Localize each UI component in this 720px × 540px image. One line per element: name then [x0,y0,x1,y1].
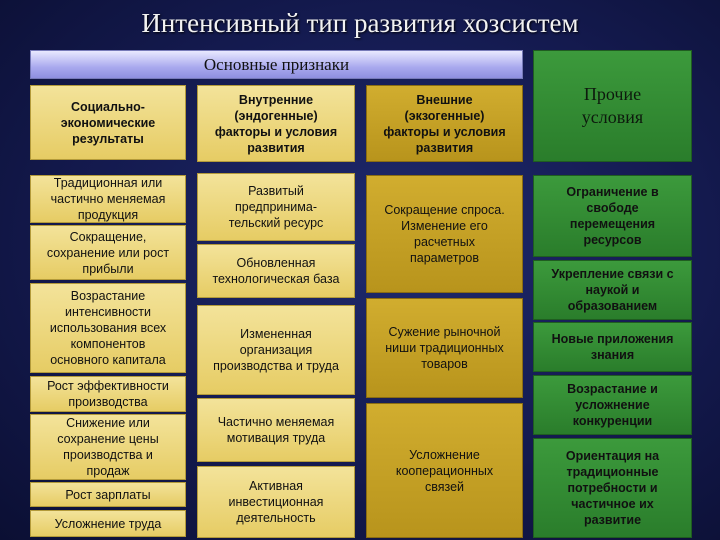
slide-title: Интенсивный тип развития хозсистем [141,8,579,38]
external-factor-text: Усложнение кооперационных связей [395,447,494,494]
results-cell [30,225,186,280]
external-factor-text: Сокращение спроса. Изменение его расчетных параметров [384,203,505,265]
other-condition-cell [533,322,692,372]
results-cell [30,376,186,412]
internal-factor-cell [197,173,355,241]
results-cell [30,510,186,537]
internal-factor-cell [197,305,355,395]
column-header-internal [197,85,355,162]
internal-factor-text: Обновленная технологическая база [212,256,340,286]
other-condition-cell [533,438,692,538]
column-header-other-label: Прочие условия [581,83,644,127]
main-features-header: Основные признаки [30,50,523,79]
results-cell [30,175,186,223]
internal-factor-text: Развитый предпринима- тельский ресурс [228,184,324,230]
external-factor-cell [366,298,523,398]
internal-factor-text: Измененная организация производства и труда [213,327,339,373]
internal-factor-text: Частично меняемая мотивация труда [217,415,335,445]
results-cell [30,414,186,480]
other-condition-cell [533,375,692,435]
internal-factor-cell [197,398,355,462]
column-header-internal-label: Внутренние (эндогенные) факторы и условия развития [214,92,338,155]
results-cell [30,283,186,373]
other-condition-text: Новые приложения знания [551,332,674,362]
internal-factor-cell [197,466,355,538]
results-cell-text: Традиционная или частично меняемая продукция [50,176,166,222]
external-factor-text: Сужение рыночной ниши традиционных товаров [385,325,504,371]
results-cell-text: Рост зарплаты [65,487,151,502]
other-condition-text: Ориентация на традиционные потребности и частичное их развитие [565,449,660,527]
external-factor-cell [366,175,523,293]
results-cell-text: Усложнение труда [54,516,162,531]
other-condition-text: Возрастание и усложнение конкуренции [567,382,658,428]
internal-factor-cell [197,244,355,298]
other-condition-text: Укрепление связи с наукой и образованием [551,267,674,313]
column-header-external-label: Внешние (экзогенные) факторы и условия развития [383,92,506,155]
other-condition-cell [533,175,692,257]
column-header-other [533,50,692,162]
results-cell-text: Рост эффективности производства [47,379,169,409]
results-cell [30,482,186,507]
other-condition-cell [533,260,692,320]
external-factor-cell [366,403,523,538]
column-header-results [30,85,186,160]
column-header-external [366,85,523,162]
results-cell-text: Возрастание интенсивности использования всех компонентов основного капитала [49,289,167,367]
results-cell-text: Снижение или сохранение цены производства и продаж [57,416,159,478]
other-condition-text: Ограничение в свободе перемещения ресурсов [566,185,659,247]
internal-factor-text: Активная инвестиционная деятельность [228,479,324,525]
column-header-results-label: Социально- экономические результаты [60,99,156,146]
results-cell-text: Сокращение, сохранение или рост прибыли [46,229,170,276]
